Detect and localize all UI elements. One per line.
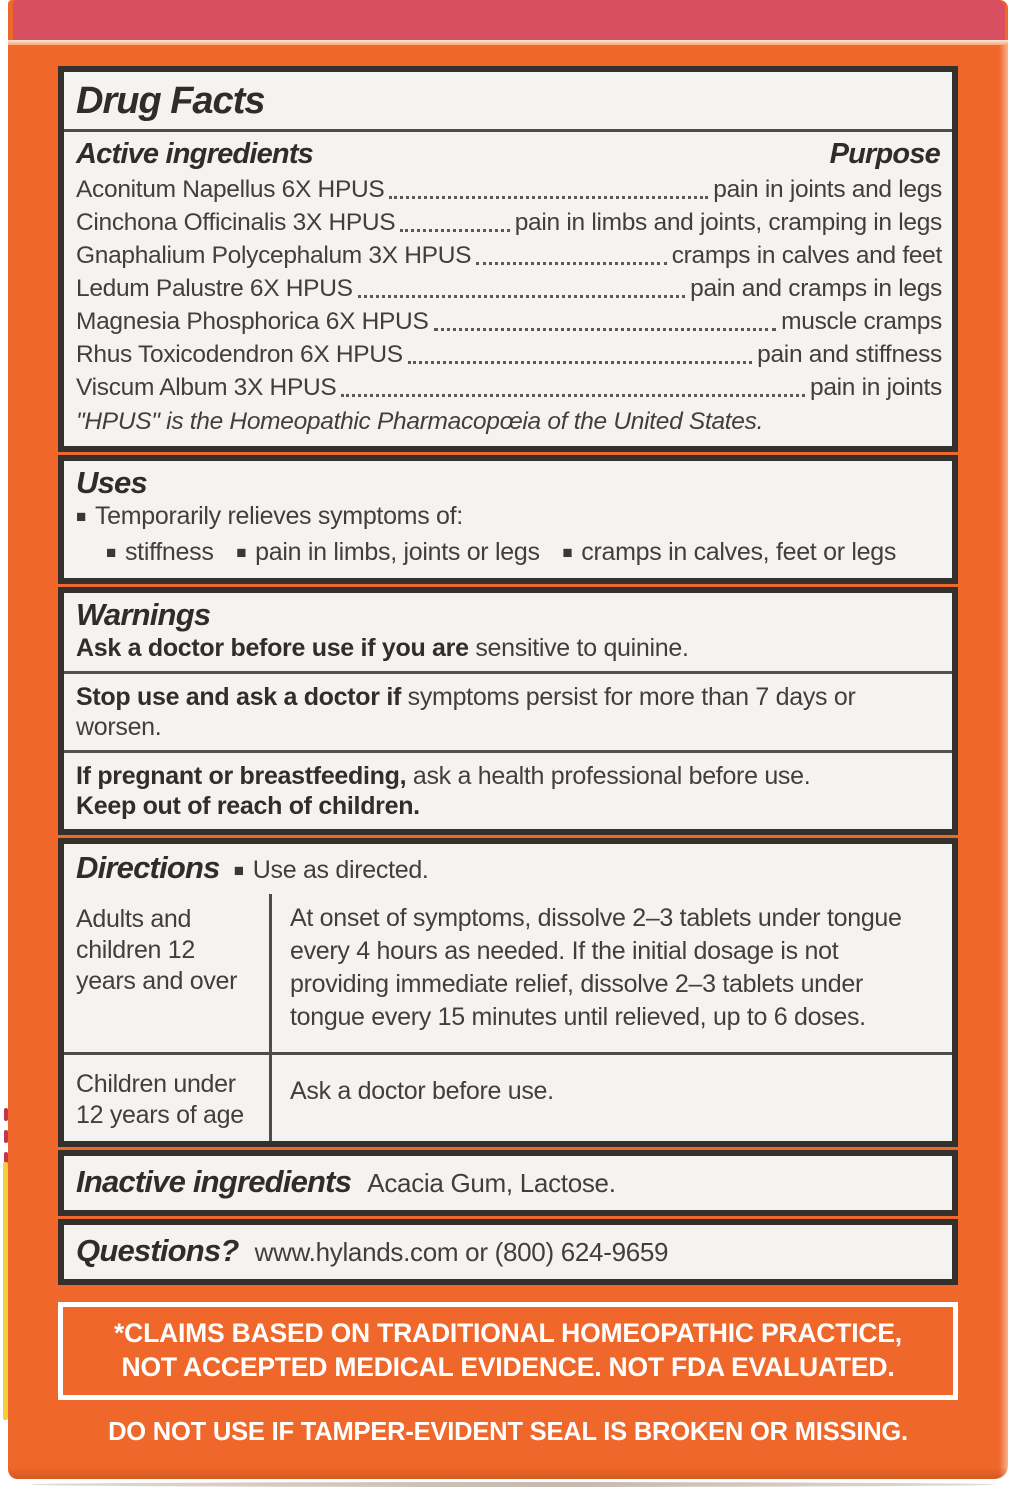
dot-leader: [341, 394, 805, 397]
directions-table: [64, 894, 952, 1141]
purpose-heading: Purpose: [829, 138, 940, 170]
active-ingredients-header-row: [64, 132, 952, 173]
directions-header-row: [64, 848, 952, 894]
directions-intro: Use as directed.: [252, 856, 429, 884]
warning-row: [64, 682, 952, 742]
warning-rest: sensitive to quinine.: [468, 634, 689, 662]
ingredient-name: Aconitum Napellus 6X HPUS: [76, 176, 385, 203]
box-side-yellow-sliver: [3, 1162, 8, 1420]
product-box-front: [8, 0, 1008, 1479]
square-bullet-icon: ■: [106, 543, 116, 562]
directions-heading: Directions: [76, 850, 220, 885]
dot-leader: [408, 361, 752, 364]
box-bottom-shadow: [30, 1482, 995, 1487]
ingredient-row: [76, 173, 942, 206]
claims-disclaimer-box: [58, 1302, 958, 1400]
warnings-heading: Warnings: [76, 597, 211, 632]
uses-item: pain in limbs, joints or legs: [255, 538, 540, 566]
hpus-footnote: "HPUS" is the Homeopathic Pharmacopœia of the United States.: [76, 408, 764, 435]
dot-leader: [389, 196, 708, 199]
drug-facts-title: Drug Facts: [76, 80, 265, 122]
ingredient-purpose: muscle cramps: [781, 308, 942, 335]
box-side-pink-dash: [4, 1130, 8, 1143]
warning-bold-lead: If pregnant or breastfeeding,: [76, 762, 407, 790]
active-ingredients-heading: Active ingredients: [76, 138, 313, 170]
tamper-seal-notice: DO NOT USE IF TAMPER-EVIDENT SEAL IS BROKEN OR MISSING.: [108, 1418, 908, 1446]
dot-leader: [358, 295, 685, 298]
inactive-ingredients-text: Acacia Gum, Lactose.: [367, 1168, 616, 1198]
dot-leader: [476, 262, 667, 265]
directions-intro-line: [234, 856, 429, 884]
ingredient-name: Cinchona Officinalis 3X HPUS: [76, 209, 396, 236]
uses-intro-line: [64, 501, 952, 534]
warning-row: [64, 633, 952, 663]
panel-uses: [58, 455, 958, 584]
uses-items-line: [64, 537, 952, 570]
questions-heading: Questions?: [76, 1233, 239, 1268]
keep-out-text: Keep out of reach of children.: [76, 792, 420, 820]
keep-out-line: [64, 791, 952, 821]
uses-intro: Temporarily relieves symptoms of:: [94, 502, 463, 530]
warning-row: [64, 761, 952, 791]
ingredient-name: Magnesia Phosphorica 6X HPUS: [76, 308, 429, 335]
panel-inactive-ingredients: [58, 1150, 958, 1216]
square-bullet-icon: ■: [562, 543, 573, 562]
square-bullet-icon: ■: [233, 861, 244, 880]
ingredients-list: [64, 173, 952, 404]
warning-rest: ask a health professional before use.: [406, 762, 811, 790]
ingredient-name: Ledum Palustre 6X HPUS: [76, 275, 353, 302]
ingredient-purpose: cramps in calves and feet: [671, 242, 942, 269]
inactive-ingredients-heading: Inactive ingredients: [76, 1164, 352, 1199]
warning-bold-lead: Stop use and ask a doctor if: [76, 683, 401, 711]
ingredient-row: [76, 338, 942, 371]
ingredient-row: [76, 272, 942, 305]
square-bullet-icon: ■: [76, 507, 86, 526]
warning-divider: [64, 671, 952, 674]
box-front-content: [8, 0, 1008, 1479]
uses-heading: Uses: [76, 465, 147, 500]
uses-item: cramps in calves, feet or legs: [581, 538, 897, 566]
directions-age-cell: Adults and children 12 years and over: [64, 894, 272, 1052]
inactive-ingredients-line: [64, 1164, 952, 1200]
questions-contact-text: www.hylands.com or (800) 624-9659: [254, 1237, 669, 1267]
ingredient-row: [76, 239, 942, 272]
claims-line-2: NOT ACCEPTED MEDICAL EVIDENCE. NOT FDA EVALUATED.: [121, 1352, 895, 1382]
directions-dose-cell: Ask a doctor before use.: [272, 1052, 952, 1141]
ingredient-name: Rhus Toxicodendron 6X HPUS: [76, 341, 403, 368]
dot-leader: [434, 328, 777, 331]
ingredient-purpose: pain in joints and legs: [713, 176, 942, 203]
ingredient-purpose: pain in joints: [810, 374, 942, 401]
ingredient-row: [76, 371, 942, 404]
panel-directions: [58, 838, 958, 1147]
warning-divider: [64, 750, 952, 753]
warning-bold-lead: Ask a doctor before use if you are: [76, 634, 469, 662]
ingredient-purpose: pain and cramps in legs: [690, 275, 942, 302]
ingredient-row: [76, 206, 942, 239]
dot-leader: [400, 229, 509, 232]
claims-line-1: *CLAIMS BASED ON TRADITIONAL HOMEOPATHIC PRACTICE,: [114, 1318, 902, 1348]
questions-line: [64, 1233, 952, 1269]
ingredient-purpose: pain and stiffness: [757, 341, 942, 368]
panel-questions: [58, 1219, 958, 1285]
ingredient-name: Gnaphalium Polycephalum 3X HPUS: [76, 242, 472, 269]
ingredient-purpose: pain in limbs and joints, cramping in legs: [514, 209, 942, 236]
square-bullet-icon: ■: [236, 543, 247, 562]
panel-warnings: [58, 587, 958, 835]
ingredient-name: Viscum Album 3X HPUS: [76, 374, 337, 401]
ingredient-row: [76, 305, 942, 338]
directions-age-cell: Children under 12 years of age: [64, 1052, 272, 1141]
directions-dose-cell: At onset of symptoms, dissolve 2–3 tablets under tongue every 4 hours as needed. If the initial dosage is not providing immediate relief, dissolve 2–3 tablets under tongue every 15 minutes until relieved, up to 6 doses.: [290, 904, 902, 1031]
drug-facts-label: [58, 66, 958, 1285]
panel-active-ingredients: [58, 66, 958, 452]
uses-item: stiffness: [124, 538, 214, 566]
box-side-pink-dash: [4, 1108, 8, 1121]
warning-rest: symptoms persist for more than 7 days or worsen.: [76, 683, 856, 741]
